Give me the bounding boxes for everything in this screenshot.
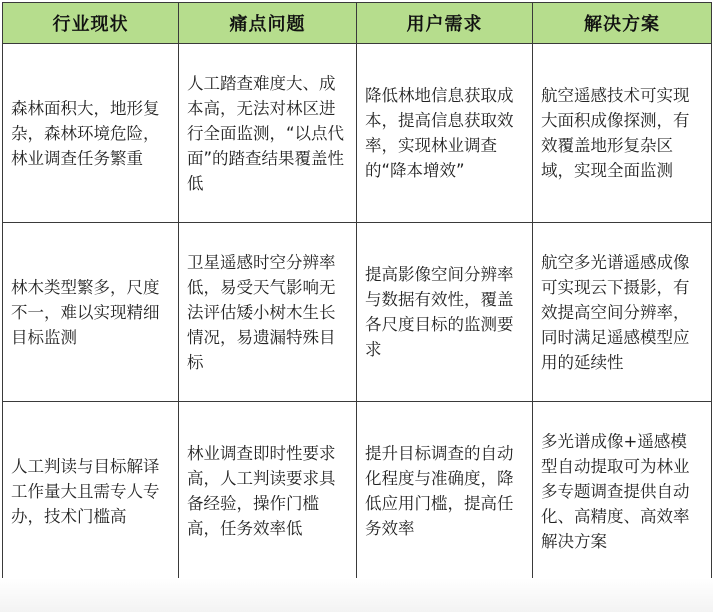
table-cell: 森林面积大，地形复杂，森林环境危险，林业调查任务繁重 (3, 44, 179, 223)
header-industry-status: 行业现状 (3, 3, 179, 44)
table-cell: 提高影像空间分辨率与数据有效性，覆盖各尺度目标的监测要求 (357, 223, 533, 402)
table-cell: 多光谱成像+遥感模型自动提取可为林业多专题调查提供自动化、高精度、高效率解决方案 (533, 402, 712, 581)
header-user-needs: 用户需求 (357, 3, 533, 44)
table-cell: 航空遥感技术可实现大面积成像探测，有效覆盖地形复杂区域，实现全面监测 (533, 44, 712, 223)
table-row (3, 44, 712, 223)
table-cell: 林木类型繁多，尺度不一，难以实现精细目标监测 (3, 223, 179, 402)
table-row (3, 402, 712, 581)
header-row (3, 3, 712, 44)
table-cell: 人工判读与目标解译工作量大且需专人专办，技术门槛高 (3, 402, 179, 581)
header-solutions: 解决方案 (533, 3, 712, 44)
table-cell: 人工踏查难度大、成本高，无法对林区进行全面监测，“以点代面”的踏查结果覆盖性低 (179, 44, 357, 223)
header-pain-points: 痛点问题 (179, 3, 357, 44)
comparison-table (2, 2, 712, 581)
table-cell: 航空多光谱遥感成像可实现云下摄影，有效提高空间分辨率，同时满足遥感模型应用的延续性 (533, 223, 712, 402)
bottom-margin (0, 578, 713, 612)
table-row (3, 223, 712, 402)
table-cell: 降低林地信息获取成本，提高信息获取效率，实现林业调查的“降本增效” (357, 44, 533, 223)
table-cell: 卫星遥感时空分辨率低，易受天气影响无法评估矮小树木生长情况，易遗漏特殊目标 (179, 223, 357, 402)
table-cell: 林业调查即时性要求高，人工判读要求具备经验，操作门槛高，任务效率低 (179, 402, 357, 581)
table-cell: 提升目标调查的自动化程度与准确度，降低应用门槛，提高任务效率 (357, 402, 533, 581)
